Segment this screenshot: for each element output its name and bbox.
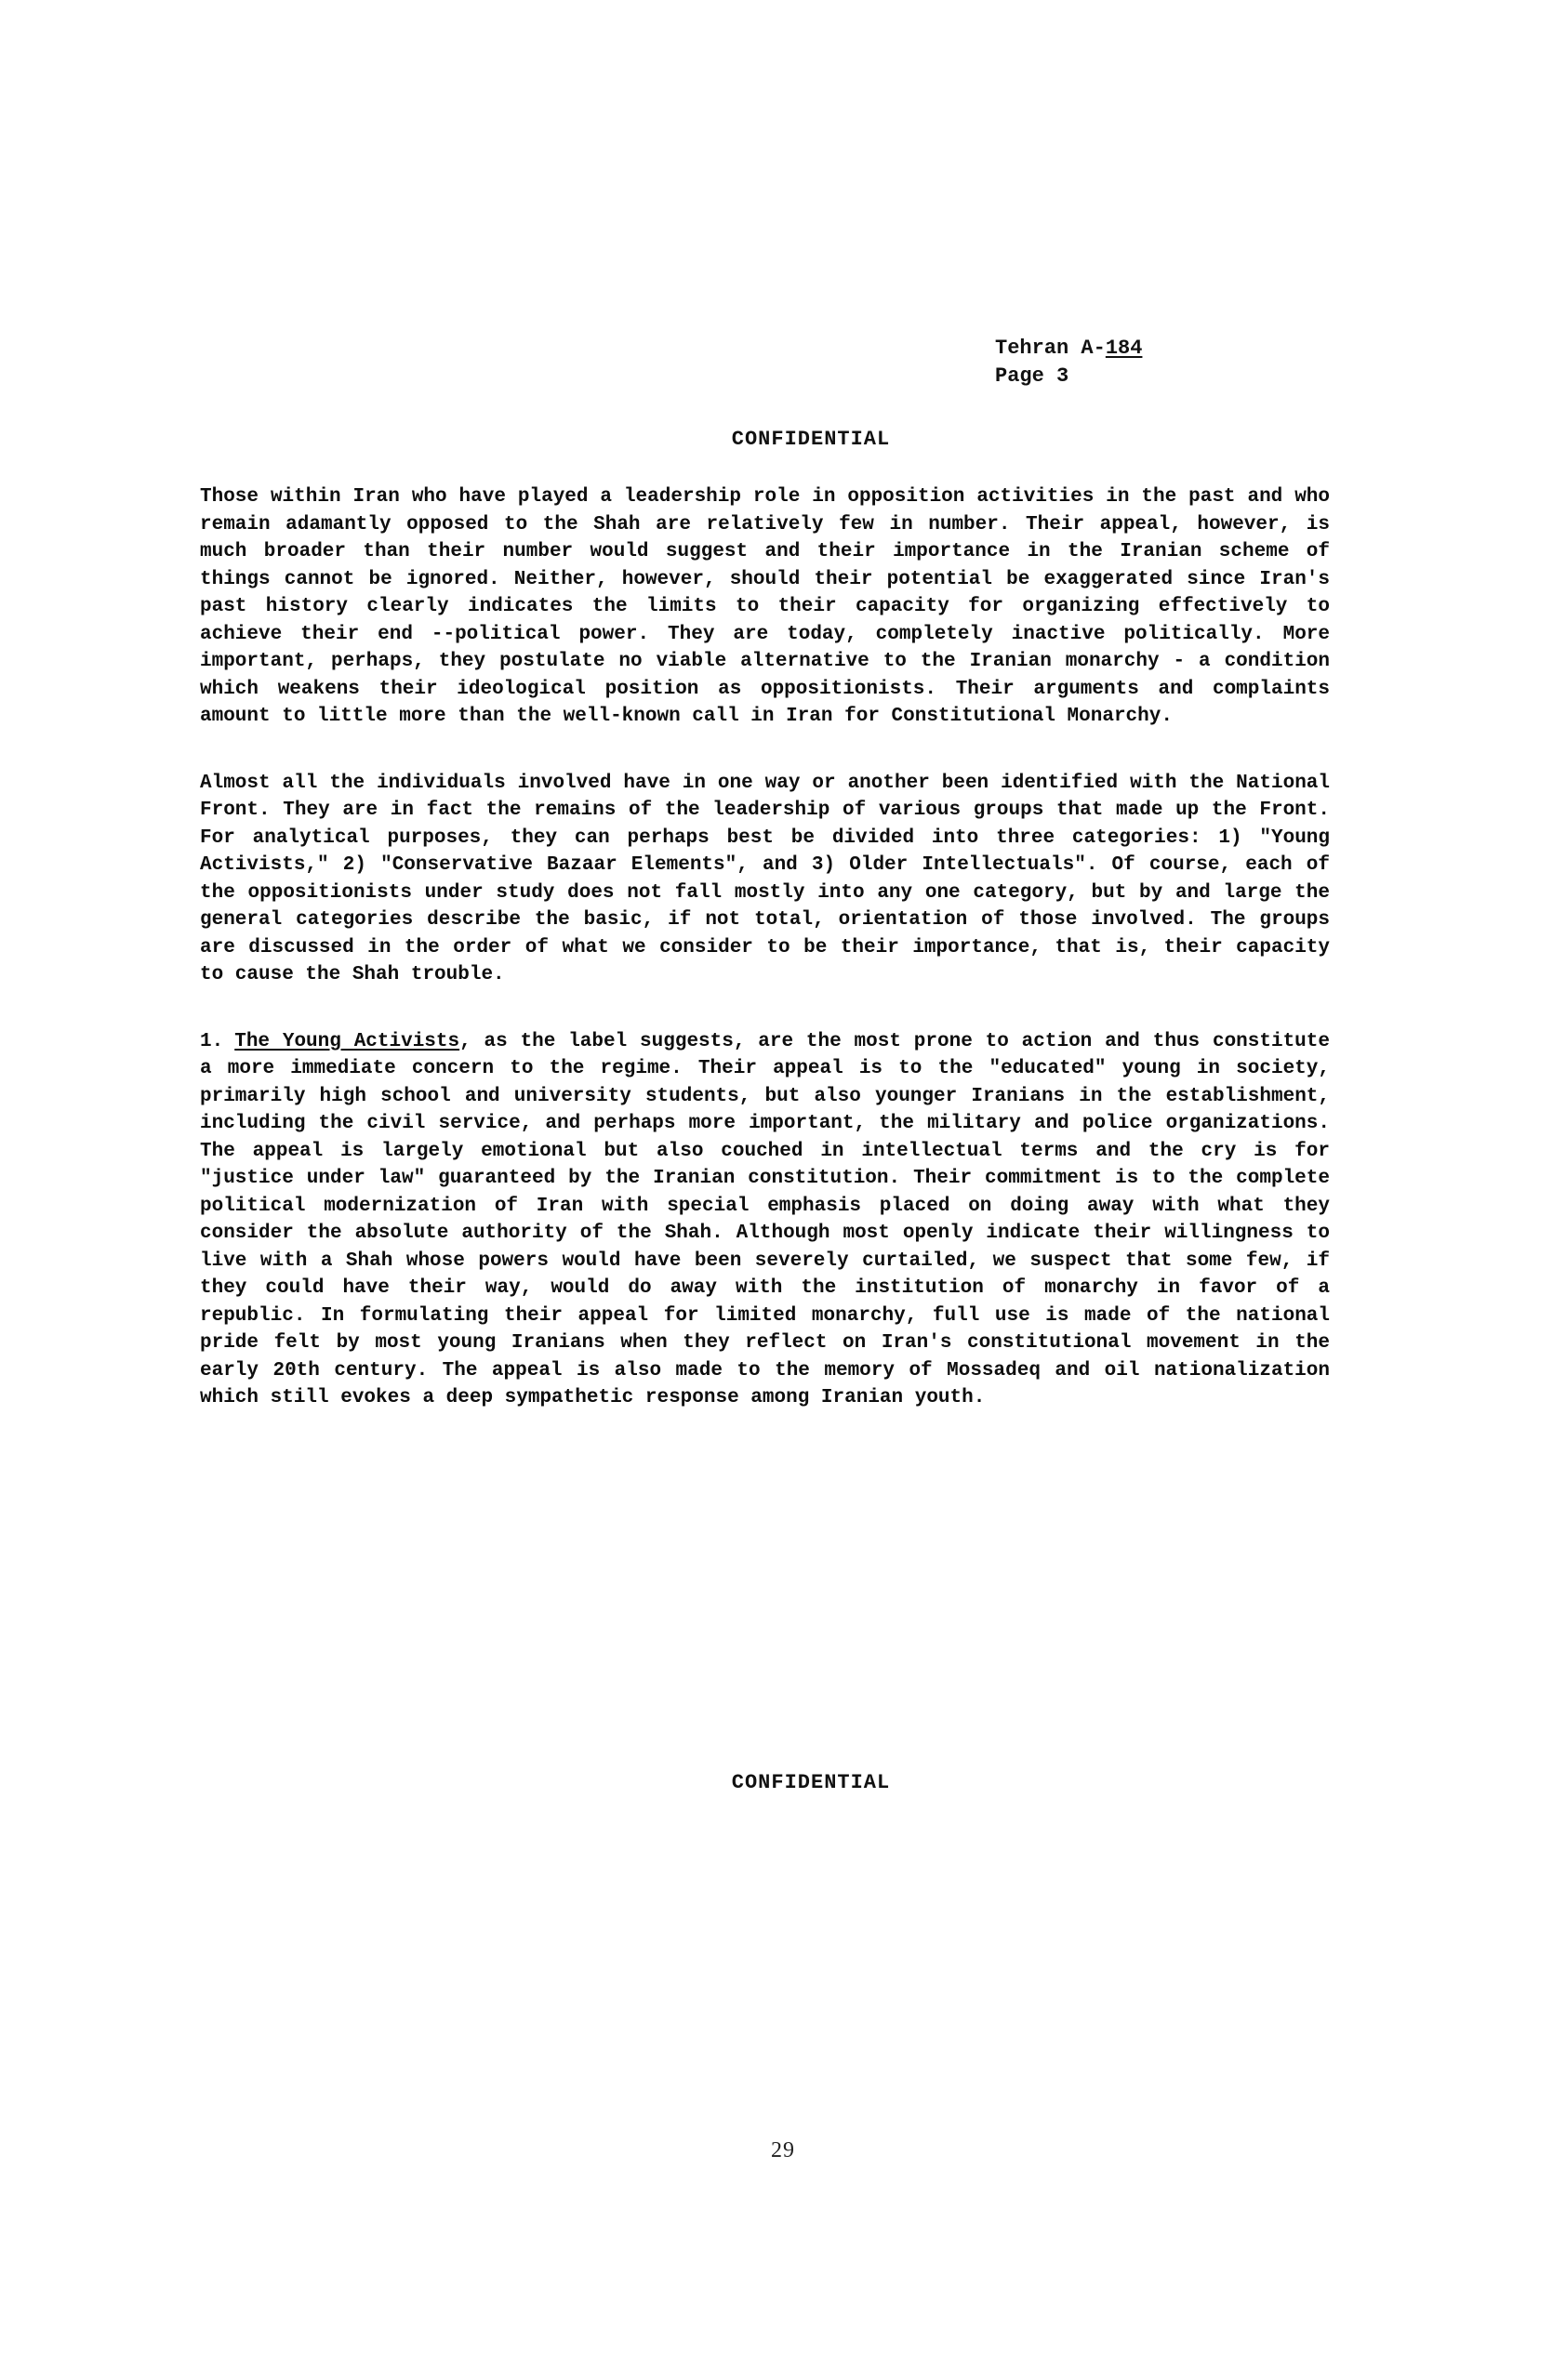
classification-footer: CONFIDENTIAL [731, 1771, 891, 1794]
paragraph-opposition-overview: Those within Iran who have played a leadership role in opposition activities in the past and who remain adamantly opposed to the Shah are relatively few in number. Their appeal, however, is much broader than their number would suggest and their importance in the Iranian scheme of things cannot be ignored. Neither, however, should their potential be exaggerated since Iran's past history clearly indicates the limits to their capacity for organizing effectively to achieve their end --political power. They are today, completely inactive politically. More important, perhaps, they postulate no viable alternative to the Iranian monarchy - a condition which weakens their ideological position as oppositionists. Their arguments and complaints amount to little more than the well-known call in Iran for Constitutional Monarchy. [200, 486, 1330, 727]
section-number: 1. [200, 1030, 224, 1052]
section-body: , as the label suggests, are the most prone to action and thus constitute a more immediate concern to the regime. Their appeal is to the "educated" young in society, primarily high school and university students, but also younger Iranians in the establishment, including the civil service, and perhaps more important, the military and police organizations. The appeal is largely emotional but also couched in intellectual terms and the cry is for "justice under law" guaranteed by the Iranian constitution. Their commitment is to the complete political modernization of Iran with special emphasis placed on doing away with what they consider the absolute authority of the Shah. Although most openly indicate their willingness to live with a Shah whose powers would have been severely curtailed, we suspect that some few, if they could have their way, would do away with the institution of monarchy in favor of a republic. In formulating their appeal for limited monarchy, full use is made of the national pride felt by most young Iranians when they reflect on Iran's constitutional movement in the early 20th century. The appeal is also made to the memory of Mossadeq and oil nationalization which still evokes a deep sympathetic response among Iranian youth. [200, 1030, 1330, 1408]
section-heading: The Young Activists [234, 1030, 460, 1052]
document-body [200, 483, 1330, 1451]
paragraph-young-activists [200, 1028, 1330, 1412]
paragraph-categories: Almost all the individuals involved have in one way or another been identified with the National Front. They are in fact the remains of the leadership of various groups that made up the Front. For analytical purposes, they can perhaps best be divided into three categories: 1) "Young Activists," 2) "Conservative Bazaar Elements", and 3) Older Intellectuals". Of course, each of the oppositionists under study does not fall mostly into any one category, but by and large the general categories describe the basic, if not total, orientation of those involved. The groups are discussed in the order of what we consider to be their importance, that is, their capacity to cause the Shah trouble. [200, 772, 1330, 985]
document-reference [995, 335, 1142, 390]
reference-prefix: Tehran A- [995, 337, 1106, 360]
page-label: Page 3 [995, 364, 1069, 388]
reference-line [995, 335, 1142, 363]
reference-number: 184 [1105, 337, 1143, 360]
page-number: 29 [771, 2138, 795, 2162]
classification-header: CONFIDENTIAL [731, 428, 891, 451]
